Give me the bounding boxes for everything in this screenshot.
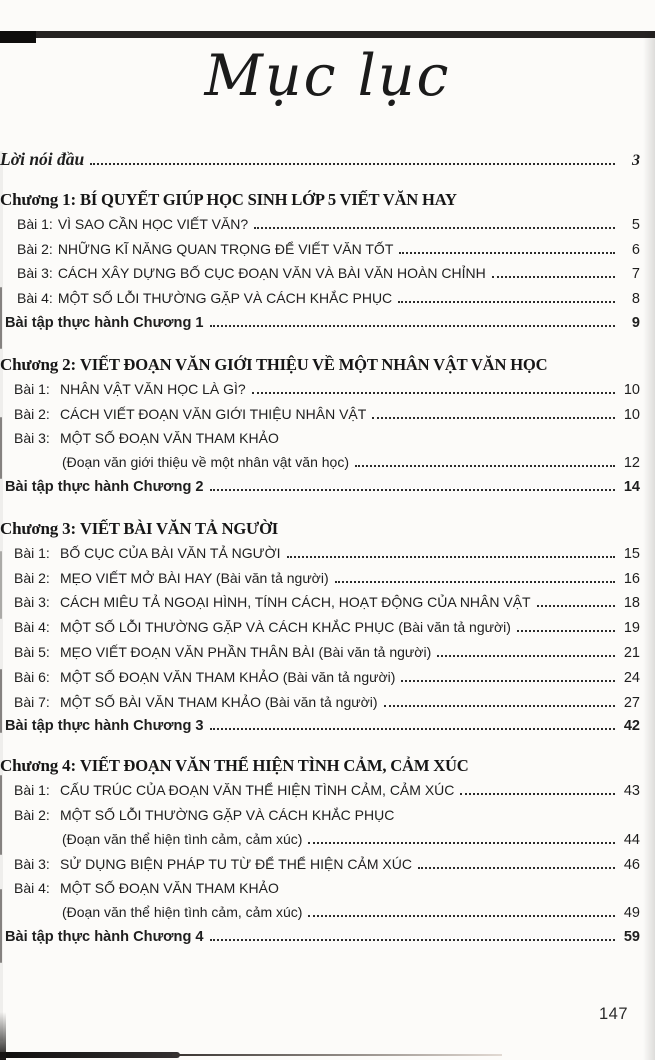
dot-leader: [287, 556, 615, 558]
item-page-number: 12: [623, 455, 640, 472]
dot-leader: [254, 227, 615, 229]
item-page-number: 15: [623, 545, 640, 562]
dot-leader: [252, 392, 615, 394]
item-label: Bài 1:: [14, 544, 50, 561]
item-page-number: 5: [631, 216, 640, 233]
chapter-heading: [0, 352, 640, 378]
item-text: MẸO VIẾT ĐOẠN VĂN PHẦN THÂN BÀI (Bài văn tả người): [60, 643, 432, 660]
toc-item: [0, 877, 640, 901]
dot-leader: [401, 680, 615, 682]
item-label: Bài 2:: [14, 405, 50, 422]
item-label: Bài 7:: [14, 693, 50, 710]
practice-page-number: 14: [623, 478, 640, 495]
item-page-number: 10: [623, 406, 640, 423]
chapter-number: Chương 4:: [0, 756, 76, 776]
toc-item: [0, 641, 640, 666]
practice-page-number: 59: [623, 928, 640, 945]
item-label: Bài 6:: [14, 668, 50, 685]
item-subtext: (Đoạn văn thể hiện tình cảm, cảm xúc): [62, 904, 303, 921]
chapters: [0, 187, 640, 950]
item-label: Bài 2:: [14, 569, 50, 586]
chapter-title: VIẾT BÀI VĂN TẢ NGƯỜI: [79, 518, 279, 538]
item-text: MỘT SỐ LỖI THƯỜNG GẶP VÀ CÁCH KHẮC PHỤC (Bài văn tả người): [60, 619, 511, 636]
chapter-section: [0, 516, 640, 739]
item-text: SỬ DỤNG BIỆN PHÁP TU TỪ ĐỂ THỂ HIỆN CẢM XÚC: [60, 855, 412, 872]
item-label: Bài 4:: [17, 290, 53, 307]
item-subtext: (Đoạn văn giới thiệu về một nhân vật văn học): [62, 454, 350, 471]
item-page-number: 6: [631, 241, 640, 258]
chapter-section: [0, 352, 640, 500]
toc-item: [0, 666, 640, 691]
item-text: BỐ CỤC CỦA BÀI VĂN TẢ NGƯỜI: [60, 544, 281, 561]
dot-leader: [384, 705, 615, 707]
item-text: CÁCH XÂY DỰNG BỐ CỤC ĐOẠN VĂN VÀ BÀI VĂN HOÀN CHỈNH: [57, 265, 486, 282]
practice-label: Bài tập thực hành Chương 3: [5, 718, 204, 735]
dot-leader: [372, 417, 615, 419]
dot-leader: [492, 276, 615, 278]
practice-page-number: 9: [631, 314, 640, 331]
dot-leader: [460, 793, 615, 795]
practice-item: [0, 715, 640, 739]
toc-item: [0, 804, 640, 828]
item-text: MỘT SỐ BÀI VĂN THAM KHẢO (Bài văn tả người): [60, 693, 378, 710]
scan-artifact-top-corner: [0, 31, 36, 43]
toc-item: [0, 853, 640, 878]
item-label: Bài 1:: [17, 215, 53, 232]
item-page-number: 43: [623, 783, 640, 800]
item-page-number: 24: [623, 669, 640, 686]
page-title: Mục lục: [204, 43, 451, 109]
scan-artifact-bottom-line: [172, 1054, 502, 1056]
preface-page-number: 3: [632, 152, 640, 169]
item-label: Bài 3:: [14, 855, 50, 872]
dot-leader: [398, 301, 615, 303]
dot-leader: [399, 252, 615, 254]
toc-item: [0, 567, 640, 592]
chapter-title: BÍ QUYẾT GIÚP HỌC SINH LỚP 5 VIẾT VĂN HAY: [79, 189, 457, 209]
toc-item: [0, 591, 640, 616]
chapter-title: VIẾT ĐOẠN VĂN THỂ HIỆN TÌNH CẢM, CẢM XÚC: [79, 756, 469, 776]
item-page-number: 44: [623, 831, 640, 848]
dot-leader: [210, 939, 615, 941]
chapter-number: Chương 1:: [0, 189, 76, 209]
practice-label: Bài tập thực hành Chương 1: [5, 314, 204, 331]
toc-item: [0, 378, 640, 403]
item-page-number: 19: [623, 620, 640, 637]
dot-leader: [308, 915, 615, 917]
toc-item-continuation: [0, 901, 640, 926]
chapter-number: Chương 3:: [0, 518, 76, 538]
item-label: Bài 5:: [14, 643, 50, 660]
item-label: Bài 1:: [14, 380, 50, 397]
dot-leader: [335, 581, 615, 583]
chapter-heading: [0, 187, 640, 213]
practice-item: [0, 926, 640, 950]
item-text: VÌ SAO CẦN HỌC VIẾT VĂN?: [57, 215, 249, 232]
item-text: CÁCH MIÊU TẢ NGOẠI HÌNH, TÍNH CÁCH, HOẠT ĐỘNG CỦA NHÂN VẬT: [60, 594, 531, 611]
item-text: CẤU TRÚC CỦA ĐOẠN VĂN THỂ HIỆN TÌNH CẢM, CẢM XÚC: [60, 782, 455, 799]
item-page-number: 21: [623, 644, 640, 661]
scan-artifact-top-bar: [0, 31, 655, 38]
chapter-heading: [0, 516, 640, 542]
practice-item: [0, 312, 640, 336]
toc-item: [0, 427, 640, 451]
item-page-number: 10: [623, 381, 640, 398]
item-label: Bài 3:: [14, 430, 50, 447]
toc-item: [0, 616, 640, 641]
folio-page-number: 147: [598, 1005, 628, 1023]
item-text: MỘT SỐ ĐOẠN VĂN THAM KHẢO: [60, 430, 279, 447]
chapter-section: [0, 187, 640, 336]
dot-leader: [418, 867, 615, 869]
chapter-section: [0, 753, 640, 950]
toc-item-continuation: [0, 451, 640, 476]
toc-item-continuation: [0, 828, 640, 853]
item-text: NHÂN VẬT VĂN HỌC LÀ GÌ?: [60, 380, 246, 397]
practice-page-number: 42: [623, 718, 640, 735]
chapter-title: VIẾT ĐOẠN VĂN GIỚI THIỆU VỀ MỘT NHÂN VẬT VĂN HỌC: [79, 354, 548, 374]
dot-leader: [355, 465, 615, 467]
toc-item: [0, 238, 640, 263]
toc-item: [0, 403, 640, 428]
practice-label: Bài tập thực hành Chương 2: [5, 478, 204, 495]
practice-label: Bài tập thực hành Chương 4: [5, 928, 204, 945]
item-label: Bài 4:: [14, 619, 50, 636]
item-text: MỘT SỐ LỖI THƯỜNG GẶP VÀ CÁCH KHẮC PHỤC: [57, 290, 393, 307]
toc-item: [0, 691, 640, 716]
item-label: Bài 3:: [17, 265, 53, 282]
toc-item: [0, 213, 640, 238]
toc-item: [0, 287, 640, 312]
item-page-number: 7: [631, 266, 640, 283]
item-label: Bài 2:: [17, 240, 53, 257]
chapter-number: Chương 2:: [0, 354, 76, 374]
practice-item: [0, 476, 640, 500]
dot-leader: [517, 630, 615, 632]
toc-item: [0, 542, 640, 567]
item-page-number: 27: [623, 694, 640, 711]
item-page-number: 49: [623, 905, 640, 922]
dot-leader: [210, 325, 615, 327]
item-text: NHỮNG KĨ NĂNG QUAN TRỌNG ĐỂ VIẾT VĂN TỐT: [57, 240, 394, 257]
item-label: Bài 2:: [14, 806, 50, 823]
item-label: Bài 4:: [14, 880, 50, 897]
scan-artifact-bottom-shadow: [0, 1052, 180, 1058]
dot-leader: [308, 842, 615, 844]
toc-item: [0, 262, 640, 287]
item-text: MẸO VIẾT MỞ BÀI HAY (Bài văn tả người): [60, 569, 329, 586]
item-text: MỘT SỐ ĐOẠN VĂN THAM KHẢO: [60, 880, 279, 897]
chapter-heading: [0, 753, 640, 779]
dot-leader: [90, 163, 615, 165]
item-page-number: 18: [623, 595, 640, 612]
dot-leader: [537, 605, 615, 607]
preface-label: Lời nói đầu: [0, 149, 85, 169]
toc-item: [0, 779, 640, 804]
scan-artifact-bottom-corner: [0, 1012, 6, 1060]
dot-leader: [210, 728, 615, 730]
table-of-contents: [0, 148, 655, 950]
item-text: MỘT SỐ LỖI THƯỜNG GẶP VÀ CÁCH KHẮC PHỤC: [60, 806, 395, 823]
item-text: MỘT SỐ ĐOẠN VĂN THAM KHẢO (Bài văn tả người): [60, 668, 396, 685]
toc-preface-entry: [0, 148, 640, 173]
dot-leader: [210, 489, 615, 491]
item-page-number: 8: [631, 291, 640, 308]
item-label: Bài 1:: [14, 782, 50, 799]
item-page-number: 16: [623, 570, 640, 587]
item-subtext: (Đoạn văn thể hiện tình cảm, cảm xúc): [62, 830, 303, 847]
item-text: CÁCH VIẾT ĐOẠN VĂN GIỚI THIỆU NHÂN VẬT: [60, 405, 367, 422]
dot-leader: [437, 655, 615, 657]
item-page-number: 46: [623, 856, 640, 873]
item-label: Bài 3:: [14, 594, 50, 611]
